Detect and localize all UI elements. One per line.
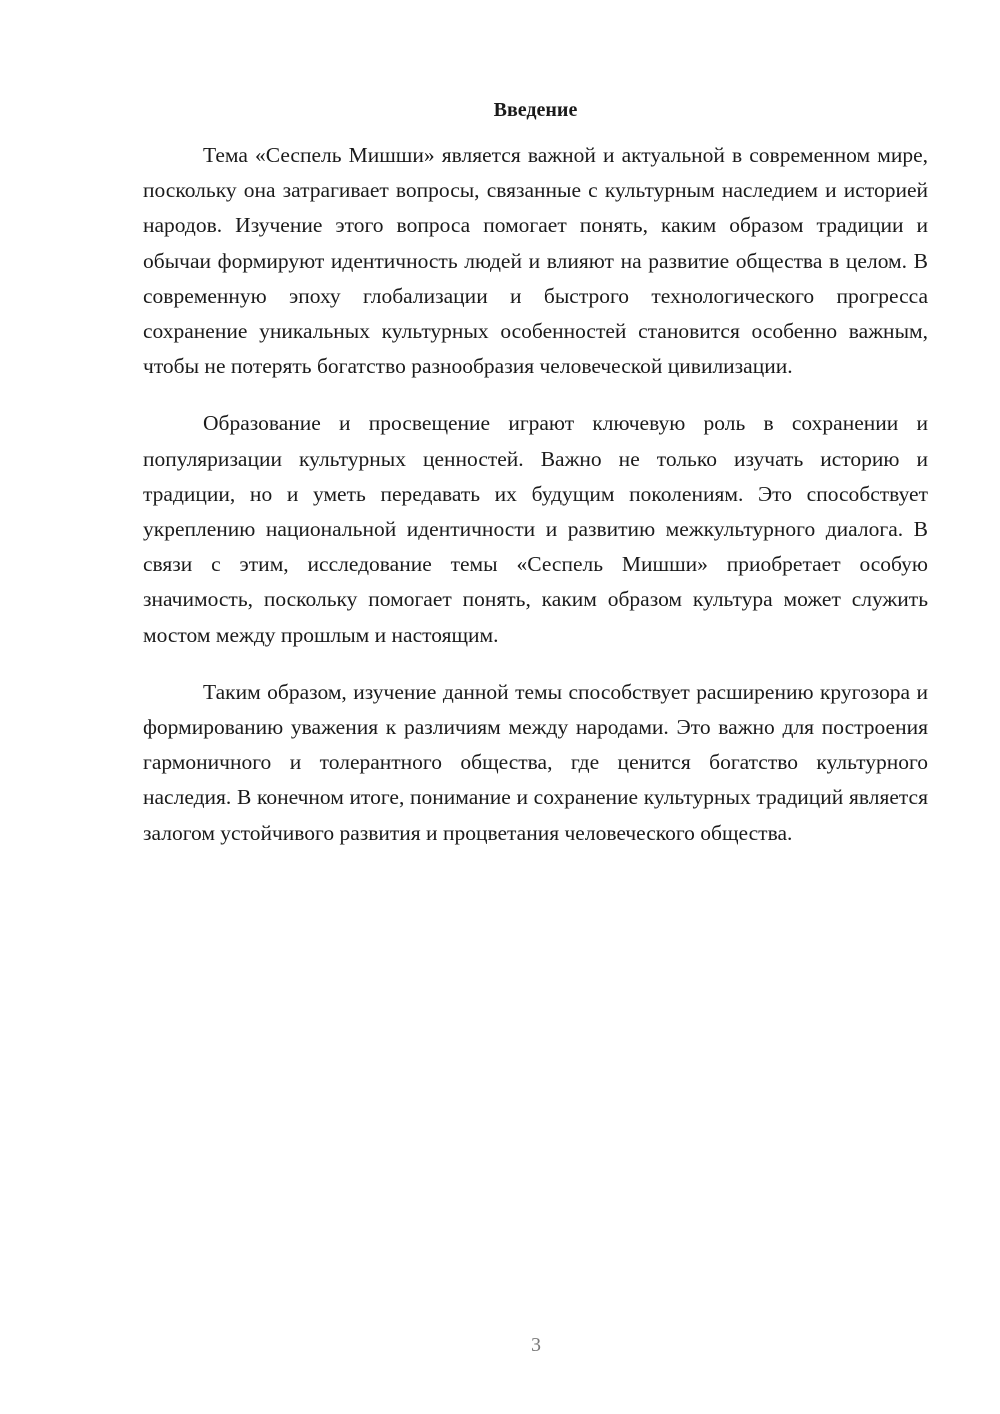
paragraph-3: Таким образом, изучение данной темы способствует расширению кругозора и формированию уважения к различиям между народами. Это важно для построения гармоничного и толерантного общества, где ценится богатство культурного наследия. В конечном итоге, понимание и сохранение культурных традиций является залогом устойчивого развития и процветания человеческого общества. <box>143 679 928 845</box>
page-content <box>143 96 928 873</box>
section-title: Введение <box>493 99 578 121</box>
page-number: 3 <box>531 1334 541 1356</box>
paragraph-1: Тема «Сеспель Мишши» является важной и актуальной в современном мире, поскольку она затрагивает вопросы, связанные с культурным наследием и историей народов. Изучение этого вопроса помогает понять, каким образом традиции и обычаи формируют идентичность людей и влияют на развитие общества в целом. В современную эпоху глобализации и быстрого технологического прогресса сохранение уникальных культурных особенностей становится особенно важным, чтобы не потерять богатство разнообразия человеческой цивилизации. <box>143 143 928 379</box>
paragraph-2: Образование и просвещение играют ключевую роль в сохранении и популяризации культурных ценностей. Важно не только изучать историю и традиции, но и уметь передавать их будущим поколениям. Это способствует укреплению национальной идентичности и развитию межкультурного диалога. В связи с этим, исследование темы «Сеспель Мишши» приобретает особую значимость, поскольку помогает понять, каким образом культура может служить мостом между прошлым и настоящим. <box>143 411 928 647</box>
